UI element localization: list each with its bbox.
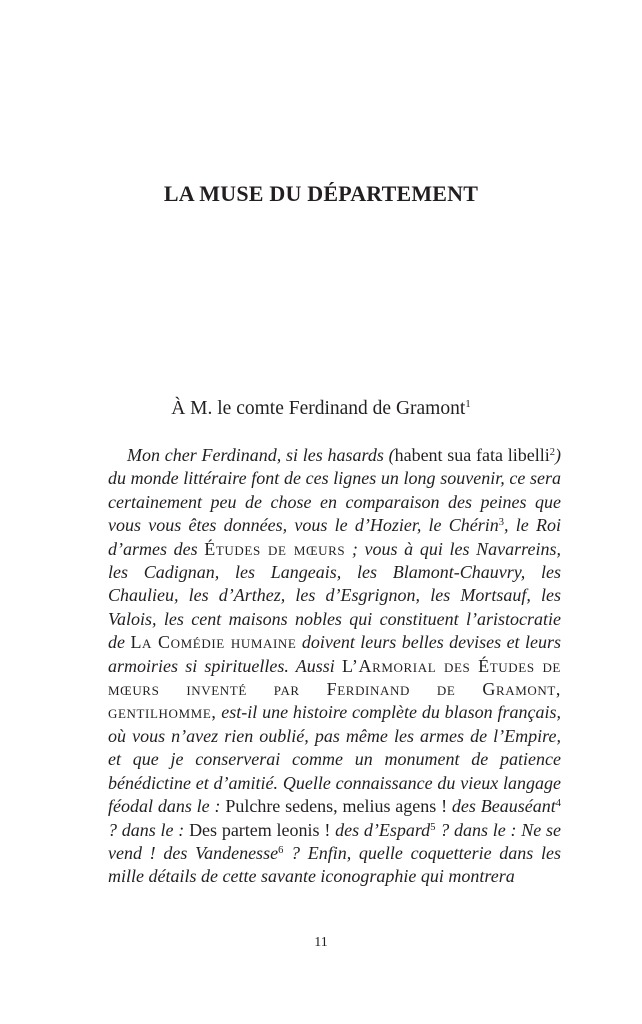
text-run: des Beauséant: [447, 796, 556, 817]
dedication: [0, 398, 642, 420]
footnote-ref: 4: [555, 798, 561, 810]
text-run: des d’Espard: [330, 819, 431, 840]
text-run: habent sua fata libelli: [394, 445, 550, 465]
text-run: ? Enfin, quelle coquetterie dans les mille détails de cette savante iconographie qui montrera: [108, 842, 561, 887]
paragraph: [108, 444, 561, 889]
text-run: ? dans le : Ne se vend ! des Vandenesse: [108, 819, 562, 863]
footnote-ref: 3: [498, 517, 505, 529]
page-number: 11: [314, 935, 328, 950]
text-run: Des partem leonis !: [189, 819, 331, 840]
text-run: L’Armorial des Études de mœurs inventé par Ferdinand de Gramont, gentilhomme,: [108, 655, 561, 723]
text-run: doivent leurs belles devises et leurs armoiries si spirituelles. Aussi: [108, 632, 561, 676]
book-title: LA MUSE DU DÉPARTEMENT: [163, 180, 479, 206]
text-run: Mon cher Ferdinand, si les hasards (: [127, 445, 395, 465]
footnote-ref: 6: [278, 844, 284, 856]
text-run: est-il une histoire complète du blason français, où vous n’avez rien oublié, pas même les armes de l’Empire, et que je conserverai comme un monument de patience bénédictine et d’amitié. Quelle connaissance du vieux langage féodal dans le :: [108, 702, 561, 817]
text-run: ) du monde littéraire font de ces lignes un long souvenir, ce sera certainement peu de chose en comparaison des peines que vous vous êtes données, vous le d’Hozier, le Chérin: [108, 445, 561, 536]
footnote-ref: 2: [549, 447, 555, 458]
text-run: Études de mœurs: [204, 538, 346, 559]
text-run: ? dans le :: [108, 819, 190, 840]
text-run: ; vous à qui les Navarreins, les Cadignan, les Langeais, les Blamont-Chauvry, les Chaulieu, les d’Arthez, les d’Esgrignon, les Mortsauf, les Valois, les cent maisons nobles qui constituent l’aristocratie de: [108, 538, 561, 653]
text-run: , le Roi d’armes des: [108, 515, 561, 559]
footnote-ref: 5: [430, 821, 436, 833]
dedication-text: À M. le comte Ferdinand de Gramont: [171, 398, 466, 419]
text-run: Pulchre sedens, melius agens !: [225, 796, 448, 817]
body-text: [108, 444, 561, 889]
text-run: La Comédie humaine: [130, 632, 297, 653]
footnote-ref: 1: [465, 398, 471, 410]
